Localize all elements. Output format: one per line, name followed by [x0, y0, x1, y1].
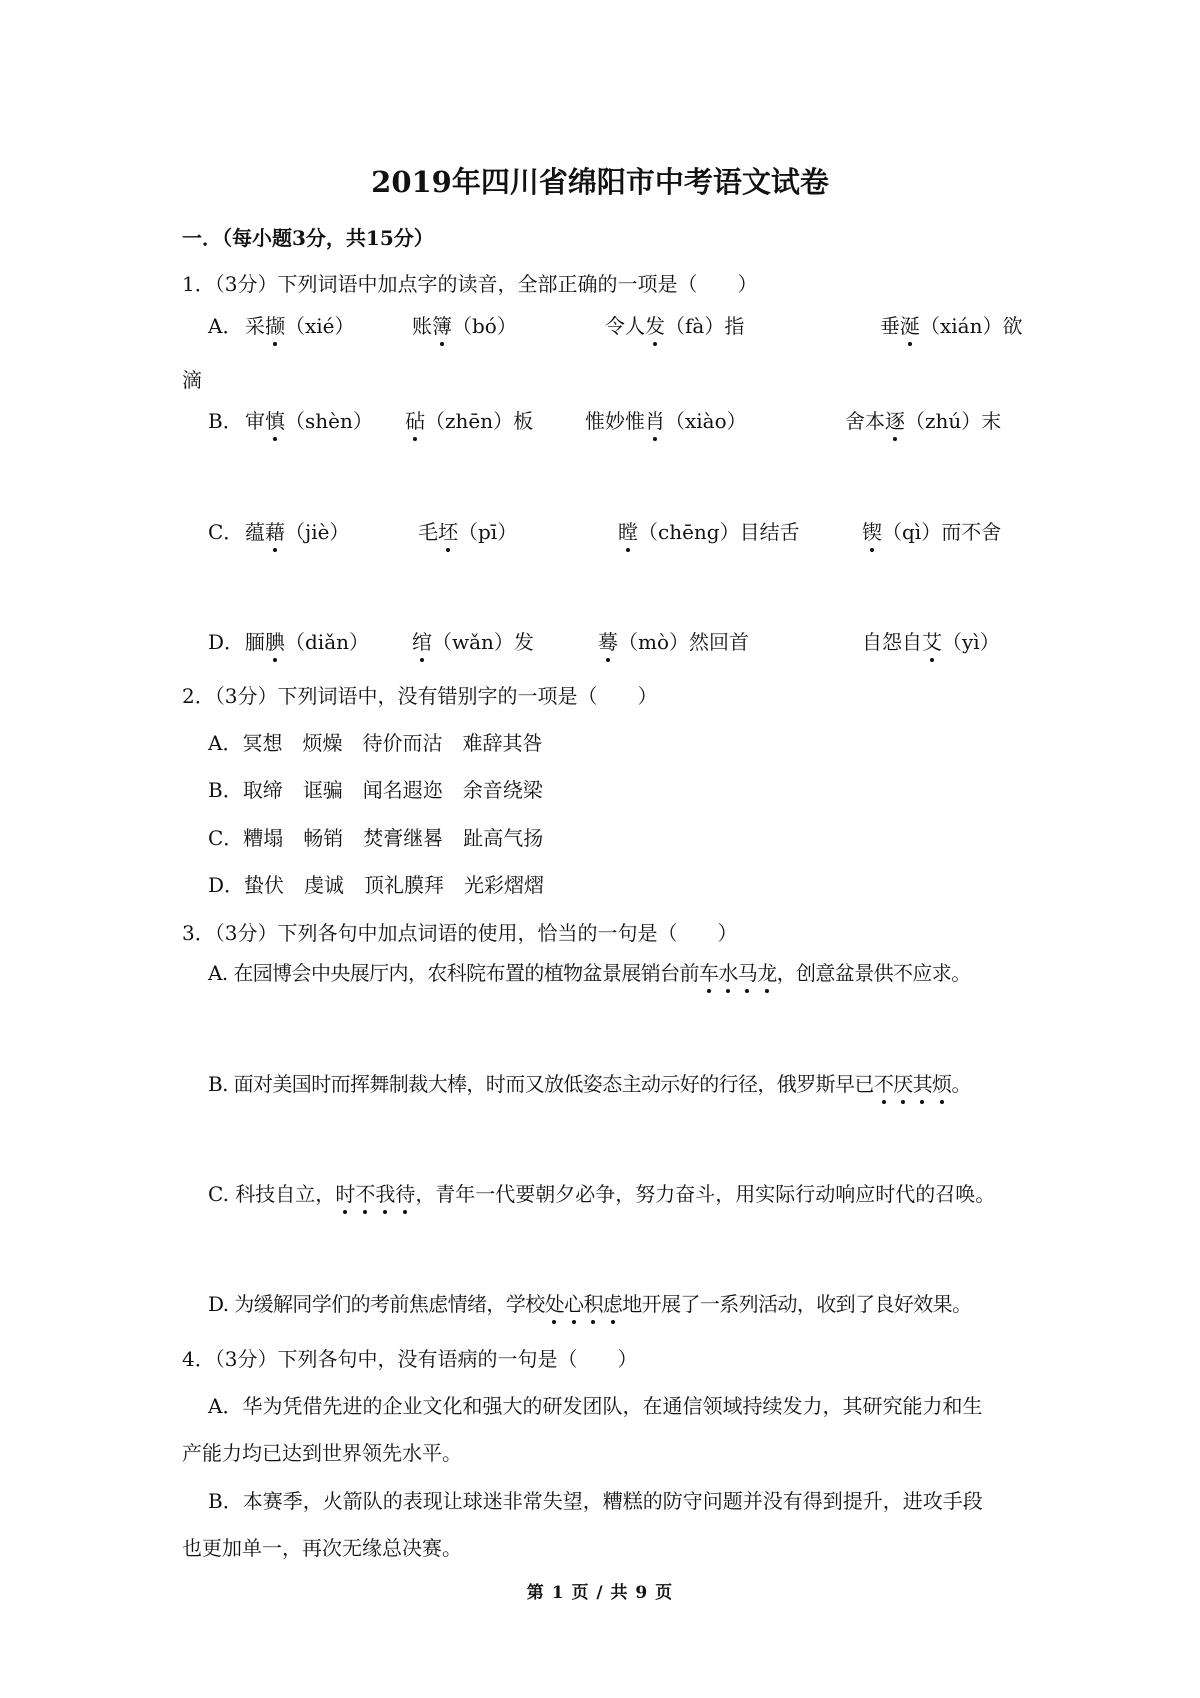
q2-option-c: C．糟塌 畅销 焚膏继晷 趾高气扬 [208, 826, 544, 850]
q4-option-a-line-1: A．华为凭借先进的企业文化和强大的研发团队，在通信领域持续发力，其研究能力和生 [208, 1394, 983, 1418]
question-1-stem: 1．（3分）下列词语中加点字的读音，全部正确的一项是（ ） [182, 272, 758, 296]
q4-option-b-line-2: 也更加单一，再次无缘总决赛。 [182, 1536, 462, 1560]
q1-option-a-label: A． [208, 314, 243, 338]
q3-option-c: C. 科技自立，时不我待，青年一代要朝夕必争，努力奋斗，用实际行动响应时代的召唤。 [208, 1178, 995, 1207]
q3-option-b: B. 面对美国时而挥舞制裁大棒，时而又放低姿态主动示好的行径，俄罗斯早已不厌其烦。 [208, 1068, 971, 1097]
page-title: 2019年四川省绵阳市中考语文试卷 [371, 165, 829, 199]
q1-option-d-word-2: 绾（wǎn）发 [412, 626, 534, 655]
q1-option-a-word-1: 采撷（xié） [245, 310, 355, 339]
page-number: 第 1 页 / 共 9 页 [526, 1583, 674, 1603]
q4-option-b-line-1: B．本赛季，火箭队的表现让球迷非常失望，糟糕的防守问题并没有得到提升，进攻手段 [208, 1489, 983, 1513]
question-3-stem: 3．（3分）下列各句中加点词语的使用，恰当的一句是（ ） [182, 921, 738, 945]
q1-option-b-word-4: 舍本逐（zhú）末 [845, 405, 1001, 434]
q1-option-a-wrap: 滴 [182, 368, 202, 392]
q3-option-d: D. 为缓解同学们的考前焦虑情绪，学校处心积虑地开展了一系列活动，收到了良好效果。 [208, 1288, 971, 1317]
q1-option-a-word-3: 令人发（fà）指 [605, 310, 744, 339]
q1-option-c-word-4: 锲（qì）而不舍 [862, 516, 1001, 545]
q1-option-b-word-2: 砧（zhēn）板 [405, 405, 533, 434]
q3-option-a: A. 在园博会中央展厅内，农科院布置的植物盆景展销台前车水马龙，创意盆景供不应求。 [208, 957, 971, 986]
q1-option-b-word-3: 惟妙惟肖（xiào） [585, 405, 747, 434]
q1-option-b-label: B． [208, 409, 243, 433]
q1-option-c-word-3: 瞠（chēng）目结舌 [618, 516, 800, 545]
q1-option-c-label: C． [208, 520, 244, 544]
q1-option-c-word-1: 蕴藉（jiè） [245, 516, 349, 545]
q1-option-a-word-4: 垂涎（xián）欲 [880, 310, 1022, 339]
q1-option-b-word-1: 审慎（shèn） [245, 405, 373, 434]
q1-option-a-word-2: 账簿（bó） [412, 310, 517, 339]
q2-option-b: B．取缔 诓骗 闻名遐迩 余音绕梁 [208, 778, 543, 802]
q1-option-d-word-1: 腼腆（diǎn） [245, 626, 369, 655]
q1-option-d-label: D． [208, 630, 245, 654]
q4-option-a-line-2: 产能力均已达到世界领先水平。 [182, 1441, 462, 1465]
q1-option-d-word-3: 蓦（mò）然回首 [598, 626, 749, 655]
question-2-stem: 2．（3分）下列词语中，没有错别字的一项是（ ） [182, 684, 658, 708]
q2-option-d: D．蛰伏 虔诚 顶礼膜拜 光彩熠熠 [208, 873, 545, 897]
q1-option-c-word-2: 毛坯（pī） [418, 516, 517, 545]
q1-option-d-word-4: 自怨自艾（yì） [862, 626, 1000, 655]
q2-option-a: A．冥想 烦燥 待价而沽 难辞其咎 [208, 731, 543, 755]
question-4-stem: 4．（3分）下列各句中，没有语病的一句是（ ） [182, 1347, 638, 1371]
section-heading: 一．（每小题3分，共15分） [182, 226, 434, 250]
